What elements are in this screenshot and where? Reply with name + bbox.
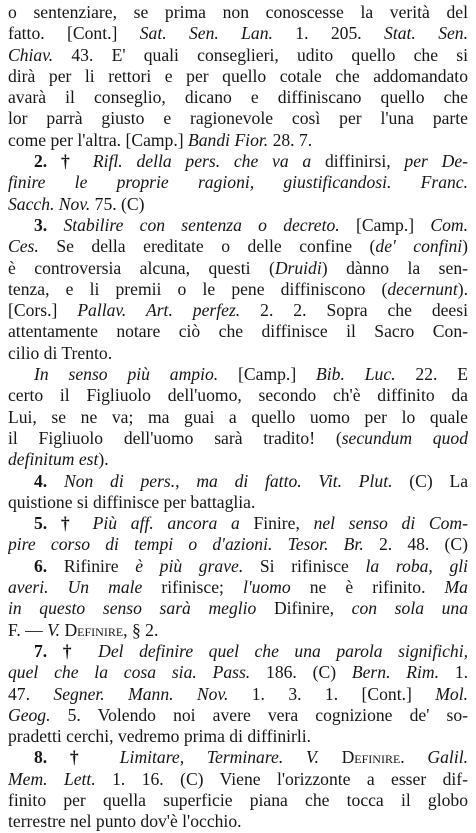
italic-text: Segner. Mann. Nov. xyxy=(53,683,229,704)
italic-text: secundum quod xyxy=(341,427,468,448)
italic-text: finire le proprie ragioni, giustificandosi. Franc. xyxy=(8,172,468,193)
text-run: 28. 7. xyxy=(268,129,313,150)
text-run: tenza, e li premii o le pene diffiniscono ( xyxy=(8,278,388,299)
text-line xyxy=(8,620,468,641)
italic-text: Galil. xyxy=(427,747,468,768)
text-run: pradetti cerchi, vedremo prima di diffinirli. xyxy=(8,726,312,747)
smallcaps-text: Definire xyxy=(64,619,124,640)
text-line xyxy=(8,385,468,406)
italic-text: Ma xyxy=(444,577,468,598)
italic-text: Del definire quel che una parola significhi, xyxy=(98,640,468,661)
italic-text: Non di pers., ma di fatto. Vit. Plut. xyxy=(63,470,393,491)
text-line xyxy=(8,407,468,428)
italic-text: In senso più ampio. xyxy=(34,364,219,385)
text-run: 5. Volendo noi avere vera cognizione de' so- xyxy=(50,704,468,725)
italic-text: Rifl. della pers. che va a xyxy=(92,151,312,172)
text-run: 2. † xyxy=(34,151,93,172)
text-run: ne è rifinito. xyxy=(290,577,445,598)
text-run: 3. xyxy=(34,214,64,235)
italic-text: Ces. xyxy=(8,236,39,257)
text-line xyxy=(8,194,468,215)
text-line xyxy=(8,726,468,747)
text-run: 1. 205. xyxy=(272,23,385,44)
text-line xyxy=(8,449,468,470)
text-run: 5. † xyxy=(34,513,93,534)
text-run: 1. xyxy=(439,662,468,683)
italic-text: Chiav. xyxy=(8,44,54,65)
text-run xyxy=(319,747,342,767)
text-run: Se della ereditate o delle confine ( xyxy=(38,236,376,257)
italic-text: Druidi xyxy=(274,257,322,278)
text-line xyxy=(8,662,468,683)
text-run: terrestre nel punto dov'è l'occhio. xyxy=(8,811,242,832)
text-run: finito per quella superficie piana che tocca il globo xyxy=(8,789,468,810)
text-run: fatto. [Cont.] xyxy=(8,23,140,44)
text-line xyxy=(8,556,468,577)
text-run: Si rifinisce xyxy=(243,555,366,576)
text-run: ). xyxy=(98,449,109,470)
text-run: [Camp.] xyxy=(218,364,317,385)
italic-text: Bern. Rim. xyxy=(351,662,440,683)
text-line xyxy=(8,2,468,23)
text-line xyxy=(8,215,468,236)
text-run: avarà il conseglio, dicano e diffiniscano quello che xyxy=(8,87,468,108)
text-run: dirà per li rettori e per quello cotale che addomandato xyxy=(8,65,468,86)
text-run: il Figliuolo dell'uomo sarà tradito! ( xyxy=(8,427,342,448)
text-line xyxy=(8,598,468,619)
text-line xyxy=(8,45,468,66)
italic-text: Pallav. Art. perfez. xyxy=(77,300,241,321)
text-line xyxy=(8,641,468,662)
text-run: attentamente notare ciò che diffinisce il Sacro Con- xyxy=(8,321,468,342)
text-run: 75. (C) xyxy=(90,193,145,214)
text-run: 8. † xyxy=(34,747,120,768)
italic-text: Limitare, Terminare. V. xyxy=(119,747,319,768)
italic-text: V. xyxy=(47,619,61,640)
italic-text: Mol. xyxy=(435,683,468,704)
italic-text: per De- xyxy=(404,151,468,172)
text-line xyxy=(8,513,468,534)
text-run: 186. (C) xyxy=(250,662,352,683)
italic-text: Geog. xyxy=(8,704,51,725)
italic-text: decernunt xyxy=(387,278,458,299)
italic-text: la roba, gli xyxy=(365,555,468,576)
italic-text: de' confini xyxy=(375,236,463,257)
text-line xyxy=(8,705,468,726)
text-run: Finire, xyxy=(239,513,314,534)
text-run: Rifinire xyxy=(63,555,136,576)
text-run: lor parrà giusto e ragionevole così per l'una parte xyxy=(8,108,468,129)
text-line xyxy=(8,66,468,87)
text-line xyxy=(8,364,468,385)
text-line xyxy=(8,236,468,257)
italic-text: Stat. Sen. xyxy=(384,23,468,44)
text-line xyxy=(8,258,468,279)
text-line xyxy=(8,811,468,832)
text-run: o sentenziare, se prima non conoscesse la verità del xyxy=(8,2,468,22)
text-line xyxy=(8,769,468,790)
text-run: come per l'altra. [Camp.] xyxy=(8,129,189,150)
text-run: [Camp.] xyxy=(339,214,431,235)
text-run: Lui, se ne va; ma guai a quello uomo per lo quale xyxy=(8,406,468,427)
text-run: Difinire, xyxy=(256,598,352,619)
text-line xyxy=(8,747,468,768)
text-run: quistione si diffinisce per battaglia. xyxy=(8,491,256,512)
italic-text: in questo senso sarà meglio xyxy=(8,598,257,619)
italic-text: Più aff. ancora a xyxy=(92,513,240,534)
text-line xyxy=(8,684,468,705)
text-line xyxy=(8,23,468,44)
text-line xyxy=(8,87,468,108)
italic-text: Com. xyxy=(430,214,468,235)
italic-text: pire corso di tempi o d'azioni. Tesor. Br. xyxy=(8,534,364,555)
text-line xyxy=(8,471,468,492)
text-run: diffinirsi, xyxy=(311,151,405,172)
text-line xyxy=(8,321,468,342)
text-line xyxy=(8,577,468,598)
text-run: rifinisce; xyxy=(142,577,243,598)
italic-text: Bandi Fior. xyxy=(188,129,269,150)
text-run: certo il Figliuolo dell'uomo, secondo ch'è diffinito da xyxy=(8,385,468,406)
italic-text: l'uomo xyxy=(242,577,291,598)
text-run: 6. xyxy=(34,555,64,576)
italic-text: Stabilire con sentenza o decreto. xyxy=(63,214,340,235)
text-line xyxy=(8,790,468,811)
text-line xyxy=(8,343,468,364)
text-line xyxy=(8,534,468,555)
italic-text: Mem. Lett. xyxy=(8,768,96,789)
text-line xyxy=(8,130,468,151)
text-line xyxy=(8,492,468,513)
italic-text: Sat. Sen. Lan. xyxy=(139,23,273,44)
text-run: ) dànno la sen- xyxy=(321,257,468,278)
text-run: 2. 48. (C) xyxy=(363,534,468,555)
italic-text: è più grave. xyxy=(135,555,244,576)
text-line xyxy=(8,279,468,300)
text-run: 4. xyxy=(34,470,64,491)
text-run: 7. † xyxy=(34,640,99,661)
italic-text: Sacch. Nov. xyxy=(8,193,91,214)
italic-text: averi. Un male xyxy=(8,577,143,598)
text-line xyxy=(8,172,468,193)
italic-text: definitum est xyxy=(8,449,99,470)
italic-text: nel senso di Com- xyxy=(313,513,468,534)
text-run: è controversia alcuna, questi ( xyxy=(8,257,275,278)
text-run: (C) La xyxy=(392,470,468,491)
text-run: . xyxy=(400,747,428,768)
text-run: [Cors.] xyxy=(8,300,78,321)
text-line xyxy=(8,151,468,172)
text-run: 2. 2. Sopra che deesi xyxy=(240,300,468,321)
text-run: ). xyxy=(457,278,468,299)
text-run: F. — xyxy=(8,619,48,640)
text-line xyxy=(8,428,468,449)
italic-text: Bib. Luc. xyxy=(316,364,396,385)
text-line xyxy=(8,108,468,129)
text-run: 47. xyxy=(8,683,54,704)
italic-text: quel che la cosa sia. Pass. xyxy=(8,662,251,683)
text-run: 22. E xyxy=(395,364,468,385)
text-run: ) xyxy=(462,236,468,257)
smallcaps-text: Definire xyxy=(341,747,401,768)
text-run: cilio di Trento. xyxy=(8,342,113,363)
text-line xyxy=(8,300,468,321)
text-run: 1. 3. 1. [Cont.] xyxy=(228,683,436,704)
italic-text: con sola una xyxy=(351,598,468,619)
text-run: 1. 16. (C) Viene l'orizzonte a esser dif- xyxy=(95,768,468,789)
text-run: 43. E' quali conseglieri, udito quello che si xyxy=(53,44,468,65)
text-run: , § 2. xyxy=(123,619,159,640)
